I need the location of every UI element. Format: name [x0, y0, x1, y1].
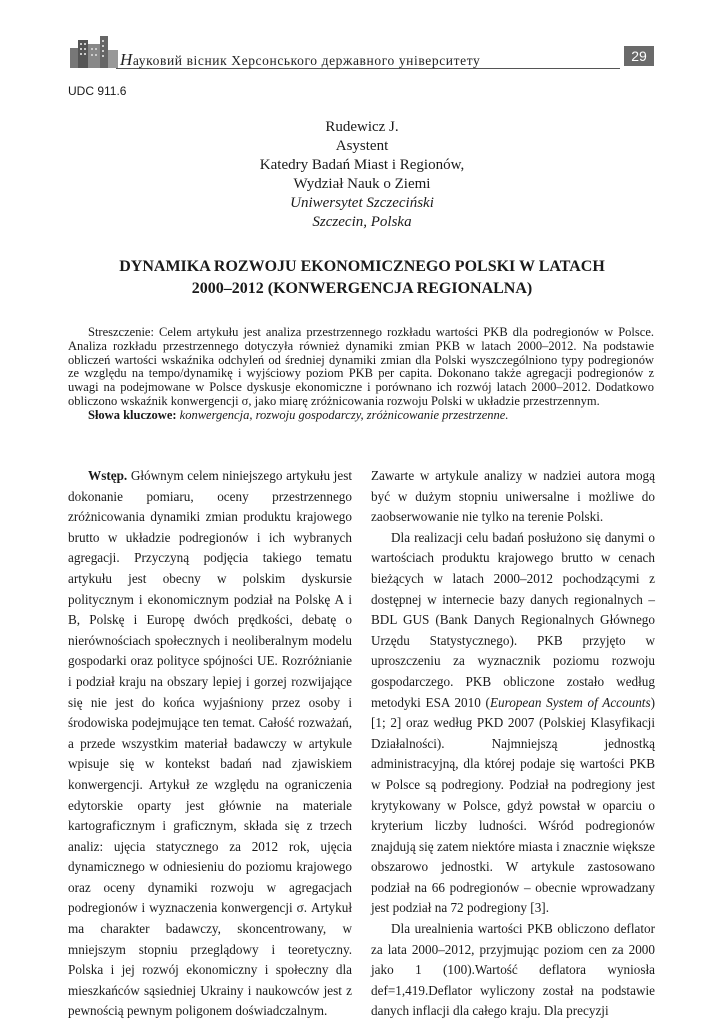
- author-university: Uniwersytet Szczeciński: [290, 195, 434, 211]
- author-city: Szczecin, Polska: [312, 214, 412, 230]
- keywords-list: konwergencja, rozwoju gospodarczy, zróżnicowanie przestrzenne.: [179, 407, 509, 422]
- article-title: [80, 256, 644, 300]
- author-name: Rudewicz J.: [325, 119, 399, 135]
- author-department: Katedry Badań Miast i Regionów,: [259, 157, 465, 173]
- intro-text: Głównym celem niniejszego artykułu jest dokonanie pomiaru, oceny przestrzennego zróżnicowania dynamiki zmian produktu krajowego brutto w układzie podregionów i ich wybranych agregacji. Przyczyną podjęcia takiego tematu artykułu jest obecny w polskim dyskursie politycznym i ekonomicznym podział na Polskę A i B, Polskę i Europę dwóch prędkości, debatę o nierównościach społecznych i neoliberalnym modelu gospodarki oraz polityce spójności UE. Rozróżnianie i podział kraju na obszary lepiej i gorzej rozwijające się nie jest do końca wyjaśniony przez osoby i środowiska podejmujące ten temat. Całość rozważań, a przede wszystkim materiał badawczy w artykule wpisuje się w kontekst badań nad zjawiskiem konwergencji. Artykuł ze względu na ograniczenia edytorskie oparty jest głównie na materiale kartograficznym i graficznym, składa się z trzech analiz: ujęcia statycznego za 2012 rok, ujęcia dynamicznego w odniesieniu do poziomu krajowego oraz oceny dynamiki rozwoju w agregacjach podregionów i wyznaczenia konwergencji σ. Artykuł ma charakter badawczy, skoncentrowany, w mniejszym stopniu przeglądowy i teoretyczny. Polska i jej rozwój ekonomiczny i społeczny dla mieszkańców sąsiedniej Ukrainy i naukowców jest z pewnością pewnym poligonem doświadczalnym.: [68, 468, 352, 1019]
- intro-paragraph: [68, 466, 352, 1022]
- body-column-left: [68, 466, 352, 1022]
- intro-lead: Wstęp.: [88, 468, 128, 483]
- journal-title-rest: ауковий вісник Херсонського державного університету: [132, 53, 481, 68]
- page-number: 29: [624, 46, 654, 66]
- journal-title-initial: Н: [120, 50, 133, 69]
- author-faculty: Wydział Nauk o Ziemi: [293, 176, 431, 192]
- body-column-right: [371, 466, 655, 1022]
- author-position: Asystent: [335, 138, 389, 154]
- udc-code: UDC 911.6: [68, 84, 127, 98]
- running-header: [68, 42, 654, 68]
- data-sources-text-a: Dla realizacji celu badań posłużono się danymi o wartościach produktu krajowego brutto w cenach bieżących w latach 2000–2012 pochodzącymi z dostępnej w internecie bazy danych regionalnych – BDL GUS (Bank Danych Regionalnych Głównego Urzędu Statystycznego). PKB przyjęto w uproszczeniu za wyznacznik poziomu rozwoju gospodarczego. PKB obliczone zostało według metodyki ESA 2010 (: [371, 529, 655, 710]
- article-title-line1: DYNAMIKA ROZWOJU EKONOMICZNEGO POLSKI W LATACH: [119, 258, 605, 275]
- paragraph-data-sources: [371, 528, 655, 919]
- data-sources-text-b: ) [1; 2] oraz według PKD 2007 (Polskiej Klasyfikacji Działalności). Najmniejszą jednostką administracyjną, dla której podaje się wartości PKB w Polsce są podregiony. Podział na podregiony jest krytykowany w Polsce, gdyż powstał w oparciu o kryterium liczby ludności. Wśród podregionów znajdują się zatem niektóre miasta i znacznie większe obszarowo jednostki. W artykule zastosowano podział na 66 podregionów – obecnie wprowadzany jest podział na 72 podregiony [3].: [371, 694, 656, 916]
- author-block: [0, 118, 724, 232]
- abstract: [68, 326, 654, 423]
- article-title-line2: 2000–2012 (KONWERGENCJA REGIONALNA): [191, 280, 533, 297]
- university-building-icon: [68, 34, 126, 68]
- journal-title: [120, 50, 480, 70]
- paragraph-continuation: Zawarte w artykule analizy w nadziei autora mogą być w dużym stopniu uniwersalne i możliwe do zaobserwowanie nie tylko na terenie Polski.: [371, 468, 655, 525]
- keywords-label: Słowa kluczowe:: [88, 407, 177, 422]
- paragraph-deflator: Dla urealnienia wartości PKB obliczono deflator za lata 2000–2012, przyjmując poziom cen za 2000 jako 1 (100).Wartość deflatora wyniosła def=1,419.Deflator wyliczony został na podstawie danych inflacji dla całego kraju. Dla precyzji: [371, 921, 655, 1019]
- abstract-text: Streszczenie: Celem artykułu jest analiza przestrzennego rozkładu wartości PKB dla podregionów w Polsce. Analiza rozkładu przestrzennego dotyczyła również dynamiki zmian PKB w latach 2000–2012. Na podstawie obliczeń wartości wskaźnika odchyleń od średniej dynamiki zmian dla Polski wyszczególniono typy podregionów ze względu na tempo/dynamikę i wyjściowy poziom PKB per capita. Dokonano także agregacji podregionów z uwagi na podejmowane w Polsce dyskusje ekonomiczne i porównano ich rozwój latach 2000–2012. Dodatkowo obliczono wskaźnik konwergencji σ, jako miarę zróżnicowania rozwoju Polski w układzie przestrzennym.: [68, 325, 654, 408]
- keywords: [68, 409, 654, 423]
- header-divider: [116, 68, 620, 69]
- data-sources-esa: European System of Accounts: [489, 694, 651, 710]
